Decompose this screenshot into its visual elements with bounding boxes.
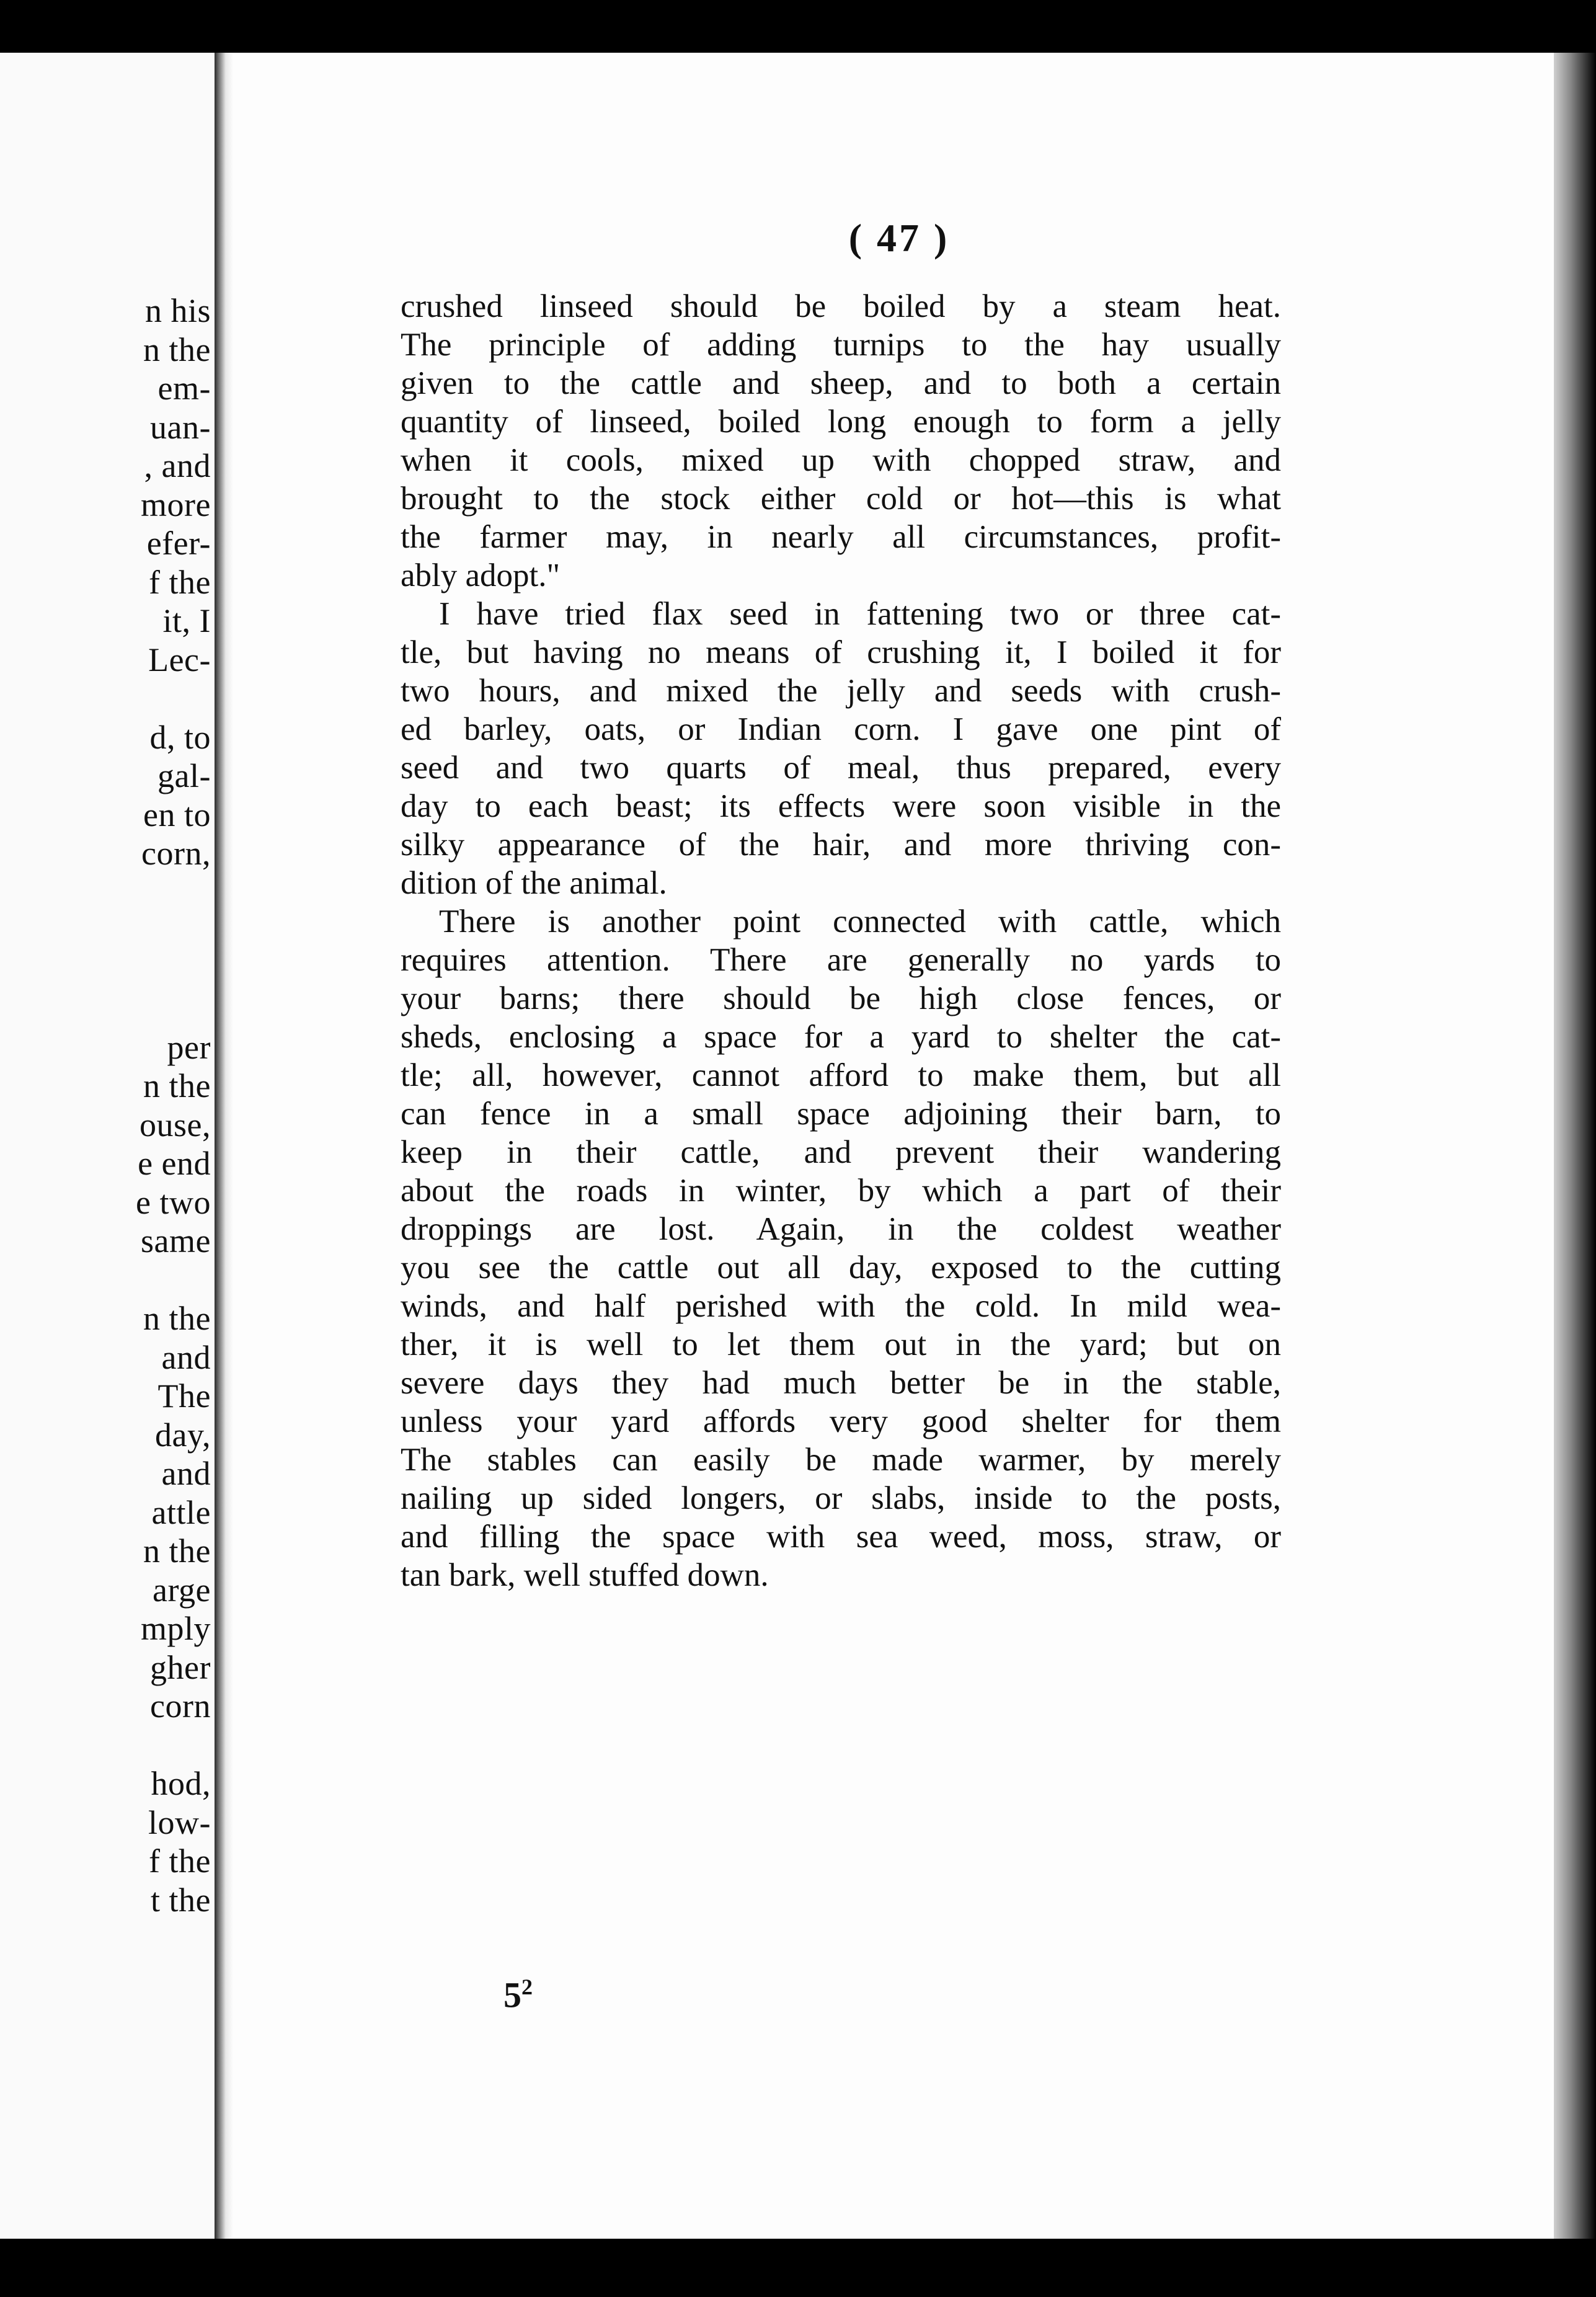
text-line: and filling the space with sea weed, moss, straw, or (401, 1519, 1281, 1555)
text-line: The principle of adding turnips to the hay usually (401, 327, 1281, 363)
left-page-line: low- (148, 1803, 211, 1841)
page-number: ( 47 ) (848, 216, 950, 260)
text-line: winds, and half perished with the cold. In mild wea- (401, 1288, 1281, 1324)
text-line: about the roads in winter, by which a part of their (401, 1173, 1281, 1209)
left-page-line: mply (140, 1610, 211, 1647)
paragraph (401, 902, 1281, 1594)
left-page-line: it, I (162, 602, 211, 639)
text-line: given to the cattle and sheep, and to both a certain (401, 365, 1281, 401)
text-line: tle; all, however, cannot afford to make them, but all (401, 1057, 1281, 1093)
page-edge-shadow (1554, 53, 1596, 2239)
left-page-line: corn, (141, 835, 211, 872)
left-page-line: The (157, 1377, 211, 1415)
left-page-line: t the (151, 1881, 211, 1919)
text-line: requires attention. There are generally no yards to (401, 942, 1281, 978)
text-line: when it cools, mixed up with chopped straw, and (401, 442, 1281, 478)
text-line: unless your yard affords very good shelter for them (401, 1403, 1281, 1439)
paragraph (401, 595, 1281, 902)
paragraph (401, 287, 1281, 595)
left-page-line: f the (149, 1842, 211, 1880)
text-line: dition of the animal. (401, 865, 667, 901)
text-line: sheds, enclosing a space for a yard to shelter the cat- (401, 1019, 1281, 1055)
left-page-line: d, to (149, 718, 211, 756)
text-line: ed barley, oats, or Indian corn. I gave one pint of (401, 711, 1281, 747)
left-page-line: corn (150, 1687, 211, 1725)
text-line: quantity of linseed, boiled long enough to form a jelly (401, 404, 1281, 440)
left-page-line: gal- (157, 757, 211, 794)
signature-mark (503, 1974, 533, 2015)
text-line: ther, it is well to let them out in the yard; but on (401, 1326, 1281, 1362)
scan-border-bottom (0, 2239, 1596, 2297)
left-page-line: e end (138, 1145, 211, 1182)
text-line: can fence in a small space adjoining their barn, to (401, 1096, 1281, 1132)
left-page-line: more (141, 486, 211, 523)
left-page-line: efer- (146, 525, 211, 562)
left-page-line: same (141, 1222, 211, 1260)
left-page-line: n the (143, 1300, 211, 1337)
text-line: ably adopt." (401, 558, 561, 593)
left-page-line: ouse, (140, 1106, 211, 1144)
text-line: keep in their cattle, and prevent their wandering (401, 1134, 1281, 1170)
signature-mark-number: 5 (503, 1975, 521, 2015)
body-text (401, 287, 1281, 1594)
text-line: tle, but having no means of crushing it, I boiled it for (401, 634, 1281, 670)
text-line: brought to the stock either cold or hot—this is what (401, 481, 1281, 517)
text-line: crushed linseed should be boiled by a steam heat. (401, 288, 1281, 324)
text-line: There is another point connected with cattle, which (439, 904, 1281, 940)
text-line: nailing up sided longers, or slabs, inside to the posts, (401, 1480, 1281, 1516)
signature-mark-superscript: 2 (521, 1975, 533, 1999)
scan-border-top (0, 0, 1596, 53)
text-line: The stables can easily be made warmer, by merely (401, 1442, 1281, 1478)
text-line: you see the cattle out all day, exposed to the cutting (401, 1250, 1281, 1286)
left-page-line: hod, (151, 1765, 211, 1802)
left-page-line: f the (149, 563, 211, 601)
left-page-line: and (161, 1455, 211, 1492)
left-page-line: attle (151, 1493, 211, 1531)
text-line: two hours, and mixed the jelly and seeds with crush- (401, 673, 1281, 709)
text-line: I have tried flax seed in fattening two or three cat- (439, 596, 1281, 632)
left-page-line: , and (144, 447, 211, 484)
left-page-line: uan- (150, 408, 211, 446)
text-line: your barns; there should be high close fences, or (401, 980, 1281, 1016)
left-page-line: e two (136, 1183, 211, 1221)
book-page (233, 53, 1554, 2239)
left-page-line: gher (150, 1648, 211, 1686)
book-gutter (215, 53, 233, 2239)
text-line: tan bark, well stuffed down. (401, 1557, 769, 1593)
text-line: severe days they had much better be in the stable, (401, 1365, 1281, 1401)
text-line: droppings are lost. Again, in the coldest weather (401, 1211, 1281, 1247)
text-line: day to each beast; its effects were soon visible in the (401, 788, 1281, 824)
left-page-line: n his (144, 292, 211, 329)
left-page-line: day, (155, 1416, 211, 1454)
left-page-line: per (167, 1028, 211, 1066)
left-page-line: n the (143, 1067, 211, 1104)
left-page-line: em- (157, 370, 211, 407)
left-page-line: and (161, 1338, 211, 1376)
left-page-line: n the (143, 1532, 211, 1570)
left-page-line: n the (143, 331, 211, 368)
text-line: seed and two quarts of meal, thus prepared, every (401, 750, 1281, 786)
left-page-line: Lec- (148, 641, 211, 678)
left-page-line: en to (143, 796, 211, 833)
previous-page-fragment (0, 53, 216, 2239)
text-line: silky appearance of the hair, and more thriving con- (401, 827, 1281, 863)
text-line: the farmer may, in nearly all circumstances, profit- (401, 519, 1281, 555)
left-page-line: arge (153, 1571, 211, 1609)
